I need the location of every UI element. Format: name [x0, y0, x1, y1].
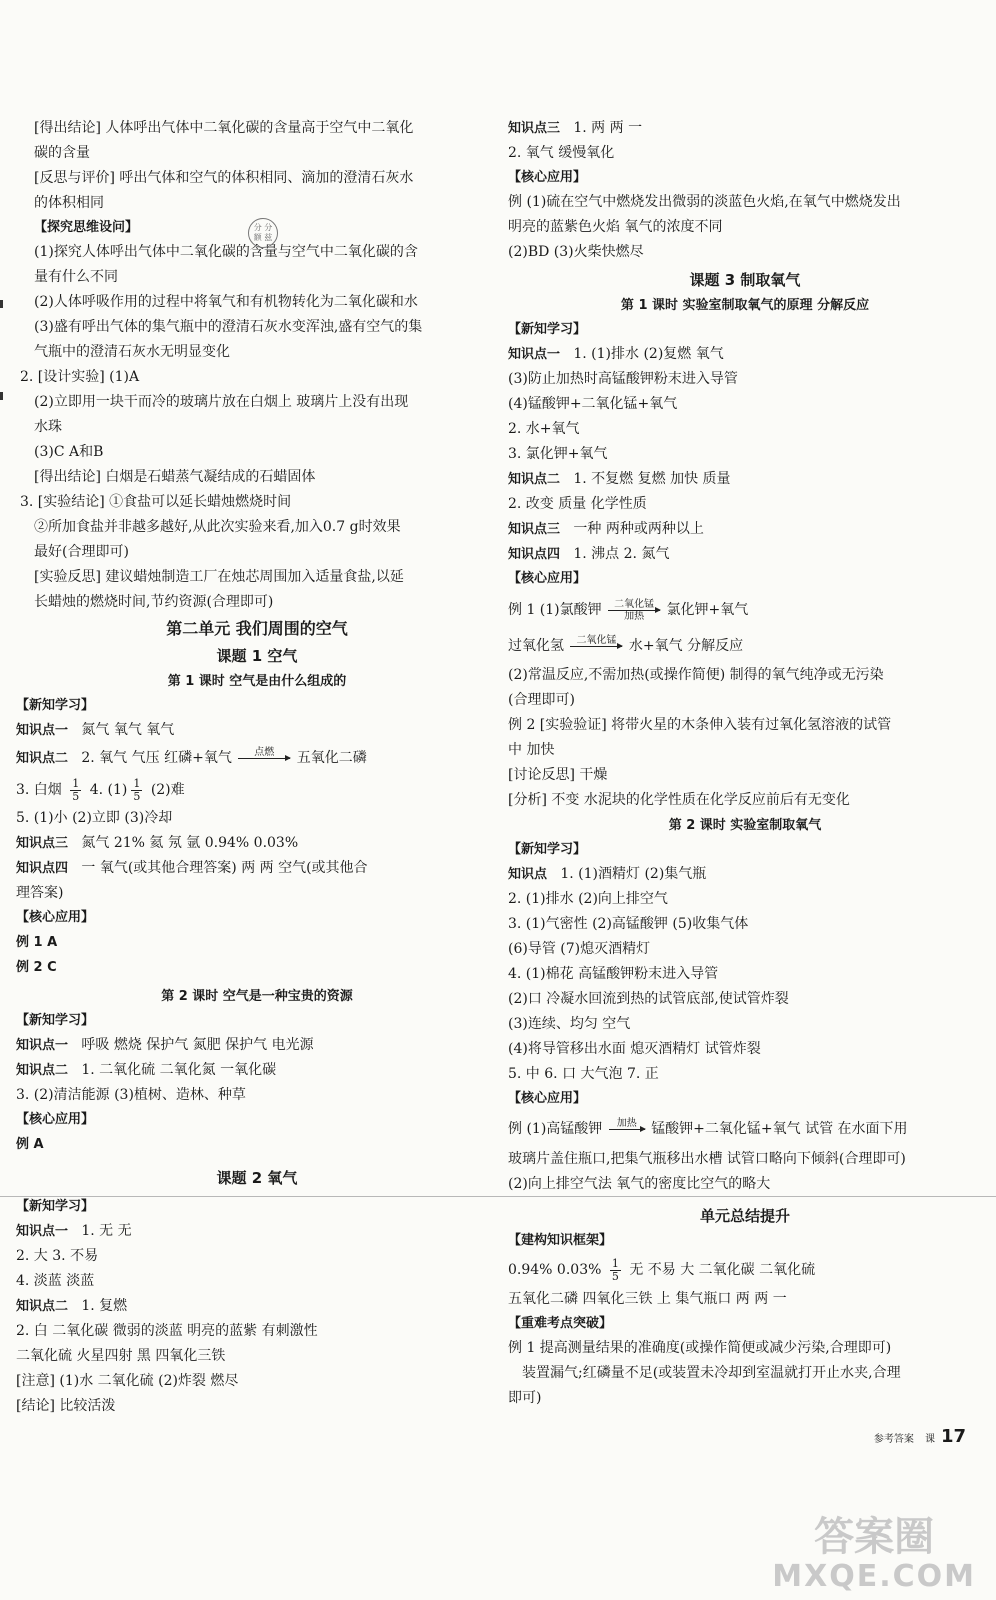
text-line: [16, 1219, 498, 1244]
period-title: 第 1 课时 空气是由什么组成的: [167, 674, 347, 689]
section-heading: 【核心应用】: [16, 910, 95, 925]
knowledge-label: 知识点二: [16, 1299, 69, 1314]
fraction-denominator: 5: [133, 789, 141, 803]
text-line: (合理即可): [508, 692, 575, 708]
answer-text: 1. 两 两 一: [573, 120, 643, 136]
page-footer: [874, 1426, 966, 1447]
text-line: (4)锰酸钾+二氧化锰+氧气: [508, 396, 678, 412]
answer-text: 例 1 (1)氯酸钾: [508, 602, 602, 618]
text-line: [16, 1294, 498, 1319]
knowledge-label: 知识点一: [16, 1224, 69, 1239]
lesson-title: 课题 1 空气: [216, 647, 298, 665]
answer-text: 氯化钾+氧气: [666, 602, 749, 618]
text-line: (4)将导管移出水面 熄灭酒精灯 试管炸裂: [508, 1041, 761, 1057]
text-line: [反思与评价] 呼出气体和空气的体积相同、滴加的澄清石灰水: [34, 170, 414, 186]
text-line: (3)盛有呼出气体的集气瓶中的澄清石灰水变浑浊,盛有空气的集: [34, 319, 423, 335]
text-line: [讨论反思] 干燥: [508, 767, 608, 783]
knowledge-label: 知识点四: [16, 861, 69, 876]
example-line: 例 A: [16, 1137, 44, 1152]
text-line: [508, 116, 982, 141]
text-line: 2. 水+氧气: [508, 421, 580, 437]
text-line: 量有什么不同: [34, 269, 118, 285]
reaction-arrow: [238, 747, 290, 770]
ink-stamp: 分 分 额 兹: [248, 218, 278, 248]
reaction-arrow: [608, 599, 660, 622]
text-line: 3. [实验结论] ①食盐可以延长蜡烛燃烧时间: [20, 494, 292, 510]
answer-text: 过氧化氢: [508, 638, 564, 654]
fraction-numerator: 1: [611, 1256, 619, 1270]
answer-text: 氮气 21% 氦 氖 氩 0.94% 0.03%: [81, 835, 299, 851]
text-line: (2)向上排空气法 氧气的密度比空气的略大: [508, 1176, 771, 1192]
answer-text: 例 (1)高锰酸钾: [508, 1121, 603, 1137]
knowledge-label: 知识点一: [16, 1038, 69, 1053]
left-column: [16, 116, 498, 1419]
text-line: (2)BD (3)火柴快燃尽: [508, 244, 644, 260]
answer-text: 1. 沸点 2. 氮气: [573, 546, 670, 562]
text-line: [508, 517, 982, 542]
section-heading: 【建构知识框架】: [508, 1233, 613, 1248]
knowledge-label: 知识点: [508, 867, 548, 882]
text-line: 5. 中 6. 口 大气泡 7. 正: [508, 1066, 659, 1082]
knowledge-label: 知识点一: [16, 723, 69, 738]
page-number: 17: [940, 1426, 966, 1447]
arrow-shaft: [608, 610, 660, 611]
section-heading: 【重难考点突破】: [508, 1316, 613, 1331]
reaction-condition: 二氧化锰: [576, 634, 617, 646]
answer-text: 水+氧气 分解反应: [628, 638, 744, 654]
text-line: 五氧化二磷 四氧化三铁 上 集气瓶口 两 两 一: [508, 1291, 787, 1307]
period-title: 第 2 课时 空气是一种宝贵的资源: [161, 989, 353, 1004]
text-line: (2)人体呼吸作用的过程中将氧气和有机物转化为二氧化碳和水: [34, 294, 418, 310]
fraction: [610, 1258, 621, 1283]
text-line: 装置漏气;红磷量不足(或装置未冷却到室温就打开止水夹,合理: [522, 1365, 901, 1381]
text-line: [16, 1033, 498, 1058]
reaction-condition: 加热: [624, 610, 645, 622]
text-line: 碳的含量: [34, 145, 90, 161]
text-line: [得出结论] 白烟是石蜡蒸气凝结成的石蜡固体: [34, 469, 316, 485]
text-line: [508, 591, 982, 629]
footer-prefix: 课: [924, 1434, 935, 1445]
answer-text: 五氧化二磷: [296, 750, 367, 766]
text-line: (3)连续、均匀 空气: [508, 1016, 631, 1032]
section-heading: 【新知学习】: [16, 1013, 95, 1028]
watermark-site: MXQE.COM: [772, 1559, 976, 1594]
text-line: 中 加快: [508, 742, 555, 758]
fraction-numerator: 1: [72, 776, 80, 790]
text-line: [508, 542, 982, 567]
watermark: [772, 1514, 976, 1594]
text-line: 明亮的蓝紫色火焰 氧气的浓度不同: [508, 219, 723, 235]
text-line: 例 2 [实验验证] 将带火星的木条伸入装有过氧化氢溶液的试管: [508, 717, 892, 733]
text-line: 玻璃片盖住瓶口,把集气瓶移出水槽 试管口略向下倾斜(合理即可): [508, 1151, 906, 1167]
knowledge-label: 知识点二: [508, 472, 561, 487]
reaction-condition: 二氧化锰: [614, 598, 655, 610]
text-line: [508, 342, 982, 367]
text-line: [16, 774, 498, 806]
reaction-arrow: [570, 635, 622, 658]
knowledge-label: 知识点三: [508, 121, 561, 136]
text-line: 气瓶中的澄清石灰水无明显变化: [34, 344, 230, 360]
arrow-shaft: [609, 1129, 645, 1130]
answer-text: 1. 无 无: [81, 1223, 132, 1239]
text-line: [16, 743, 498, 774]
text-line: 2. 改变 质量 化学性质: [508, 496, 647, 512]
fraction-denominator: 5: [611, 1269, 619, 1283]
text-line: (3)防止加热时高锰酸钾粉末进入导管: [508, 371, 738, 387]
text-line: 即可): [508, 1390, 542, 1406]
period-title: 第 2 课时 实验室制取氧气: [668, 818, 822, 833]
answer-text: 一种 两种或两种以上: [573, 521, 704, 537]
page-edge-mark: [0, 392, 3, 400]
text-line: 2. 白 二氧化碳 微弱的淡蓝 明亮的蓝紫 有刺激性: [16, 1323, 318, 1339]
page-divider: [0, 1196, 996, 1197]
text-line: 最好(合理即可): [34, 544, 129, 560]
section-heading: 【新知学习】: [16, 1199, 95, 1214]
knowledge-label: 知识点四: [508, 547, 561, 562]
text-line: 4. 淡蓝 淡蓝: [16, 1273, 95, 1289]
period-title: 第 1 课时 实验室制取氧气的原理 分解反应: [620, 298, 870, 313]
text-line: 理答案): [16, 885, 64, 901]
text-line: [508, 467, 982, 492]
text-line: (6)导管 (7)熄灭酒精灯: [508, 941, 651, 957]
text-line: ②所加食盐并非越多越好,从此次实验来看,加入0.7 g时效果: [34, 519, 401, 535]
section-heading: 【新知学习】: [508, 322, 587, 337]
answer-text: 锰酸钾+二氧化锰+氧气 试管 在水面下用: [651, 1121, 908, 1137]
section-heading: 【新知学习】: [16, 698, 95, 713]
answer-text: 氮气 氧气 氧气: [81, 722, 175, 738]
section-heading: 【核心应用】: [508, 571, 587, 586]
answer-text: 1. 不复燃 复燃 加快 质量: [573, 471, 731, 487]
text-line: (1)探究人体呼出气体中二氧化碳的含量与空气中二氧化碳的含: [34, 244, 418, 260]
arrow-shaft: [570, 646, 622, 647]
text-line: 的体积相同: [34, 195, 104, 211]
text-line: 3. 氯化钾+氧气: [508, 446, 608, 462]
reaction-condition: 加热: [616, 1117, 637, 1129]
text-line: (2)立即用一块干而冷的玻璃片放在白烟上 玻璃片上没有出现: [34, 394, 409, 410]
text-line: [508, 629, 982, 663]
page-edge-mark: [0, 300, 3, 308]
summary-title: 单元总结提升: [699, 1207, 790, 1225]
knowledge-label: 知识点二: [16, 751, 69, 766]
example-line: 例 1 A: [16, 935, 58, 950]
section-heading: 【探究思维设问】: [34, 220, 139, 235]
right-column: [508, 116, 982, 1411]
section-heading: 【核心应用】: [508, 170, 587, 185]
lesson-title: 课题 3 制取氧气: [689, 271, 801, 289]
knowledge-label: 知识点一: [508, 347, 561, 362]
text-line: (2)口 冷凝水回流到热的试管底部,使试管炸裂: [508, 991, 789, 1007]
fraction-denominator: 5: [72, 789, 80, 803]
answer-text: 1. (1)排水 (2)复燃 氧气: [573, 346, 724, 362]
answer-text: 无 不易 大 二氧化碳 二氧化硫: [629, 1262, 816, 1278]
answer-text: 一 氧气(或其他合理答案) 两 两 空气(或其他合: [81, 860, 368, 876]
fraction: [131, 778, 142, 803]
text-line: 例 1 提高测量结果的准确度(或操作简便或减少污染,合理即可): [508, 1340, 892, 1356]
text-line: 4. (1)棉花 高锰酸钾粉末进入导管: [508, 966, 719, 982]
example-line: 例 2 C: [16, 960, 57, 975]
lesson-title: 课题 2 氧气: [216, 1169, 298, 1187]
knowledge-label: 知识点三: [508, 522, 561, 537]
text-line: [508, 1253, 982, 1287]
text-line: [16, 856, 498, 881]
text-line: 5. (1)小 (2)立即 (3)冷却: [16, 810, 173, 826]
section-heading: 【核心应用】: [508, 1091, 587, 1106]
text-line: [注意] (1)水 二氧化硫 (2)炸裂 燃尽: [16, 1373, 239, 1389]
answer-text: 1. (1)酒精灯 (2)集气瓶: [560, 866, 707, 882]
text-line: 水珠: [34, 419, 62, 435]
text-line: [16, 718, 498, 743]
text-line: (3)C A和B: [34, 444, 104, 460]
text-line: [16, 1058, 498, 1083]
answer-text: 1. 复燃: [81, 1298, 128, 1314]
text-line: [508, 862, 982, 887]
answer-text: 3. 白烟: [16, 782, 62, 798]
knowledge-label: 知识点三: [16, 836, 69, 851]
reaction-condition: 点燃: [254, 746, 275, 758]
text-line: [结论] 比较活泼: [16, 1398, 116, 1414]
section-heading: 【新知学习】: [508, 842, 587, 857]
text-line: [508, 1111, 982, 1147]
answer-text: (2)难: [150, 782, 185, 798]
section-heading: 【核心应用】: [16, 1112, 95, 1127]
text-line: 2. 氧气 缓慢氧化: [508, 145, 615, 161]
text-line: [分析] 不变 水泥块的化学性质在化学反应前后有无变化: [508, 792, 850, 808]
text-line: 2. 大 3. 不易: [16, 1248, 99, 1264]
answer-text: 0.94% 0.03%: [508, 1262, 602, 1278]
text-line: [得出结论] 人体呼出气体中二氧化碳的含量高于空气中二氧化: [34, 120, 414, 136]
text-line: 长蜡烛的燃烧时间,节约资源(合理即可): [34, 594, 274, 610]
text-line: [实验反思] 建议蜡烛制造工厂在烛芯周围加入适量食盐,以延: [34, 569, 404, 585]
text-line: (2)常温反应,不需加热(或操作简便) 制得的氧气纯净或无污染: [508, 667, 884, 683]
watermark-logo: 答案圈: [814, 1514, 935, 1560]
text-line: 3. (2)清洁能源 (3)植树、造林、种草: [16, 1087, 246, 1103]
text-line: 2. (1)排水 (2)向上排空气: [508, 891, 668, 907]
text-line: 例 (1)硫在空气中燃烧发出微弱的淡蓝色火焰,在氧气中燃烧发出: [508, 194, 901, 210]
knowledge-label: 知识点二: [16, 1063, 69, 1078]
reaction-arrow: [609, 1118, 645, 1141]
fraction: [70, 778, 81, 803]
text-line: 2. [设计实验] (1)A: [20, 369, 140, 385]
footer-reference: 参考答案: [873, 1434, 914, 1445]
text-line: 二氧化硫 火星四射 黑 四氧化三铁: [16, 1348, 226, 1364]
text-line: [16, 831, 498, 856]
unit-title: 第二单元 我们周围的空气: [166, 619, 348, 638]
answer-text: 1. 二氧化硫 二氧化氮 一氧化碳: [81, 1062, 277, 1078]
answer-text: 呼吸 燃烧 保护气 氮肥 保护气 电光源: [81, 1037, 314, 1053]
fraction-numerator: 1: [133, 776, 141, 790]
text-line: 3. (1)气密性 (2)高锰酸钾 (5)收集气体: [508, 916, 749, 932]
answer-text: 4. (1): [89, 782, 128, 798]
arrow-shaft: [238, 758, 290, 759]
answer-text: 2. 氧气 气压 红磷+氧气: [81, 750, 232, 766]
